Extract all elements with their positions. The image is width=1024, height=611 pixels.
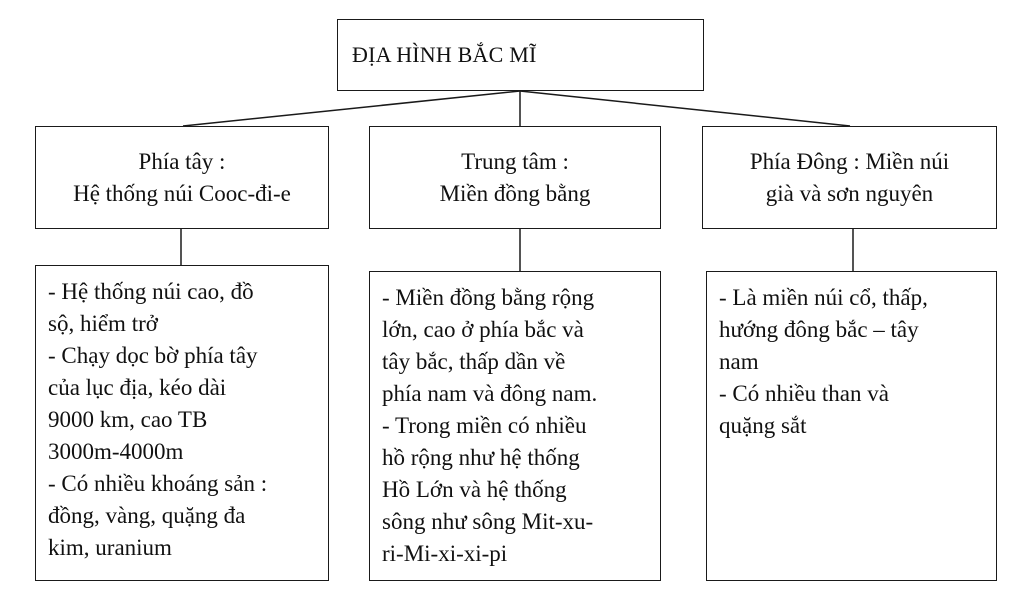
- detail-west-line: kim, uranium: [48, 535, 172, 560]
- detail-west-line: của lục địa, kéo dài: [48, 375, 227, 400]
- detail-west: [35, 265, 329, 581]
- heading-center-line-1: Trung tâm :: [461, 148, 569, 174]
- detail-center-line: lớn, cao ở phía bắc và: [382, 317, 584, 342]
- connector-title-left: [183, 91, 520, 126]
- heading-west-line-2: Hệ thống núi Cooc-đi-e: [73, 180, 291, 206]
- heading-east-line-1: Phía Đông : Miền núi: [749, 148, 950, 174]
- detail-west-line: - Chạy dọc bờ phía tây: [48, 343, 258, 368]
- detail-center-line: hồ rộng như hệ thống: [382, 445, 580, 470]
- detail-center-line: Hồ Lớn và hệ thống: [382, 477, 567, 502]
- detail-center-line: ri-Mi-xi-xi-pi: [382, 541, 508, 566]
- detail-west-line: 3000m-4000m: [48, 439, 184, 464]
- detail-west-line: sộ, hiểm trở: [48, 311, 158, 336]
- detail-east: [706, 271, 997, 581]
- detail-center-line: sông như sông Mit-xu-: [382, 509, 594, 534]
- detail-east-line: nam: [719, 349, 759, 374]
- detail-center-line: tây bắc, thấp dần về: [382, 349, 566, 374]
- detail-center-line: - Miền đồng bằng rộng: [382, 285, 595, 310]
- detail-west-line: - Hệ thống núi cao, đồ: [48, 279, 254, 304]
- detail-east-line: hướng đông bắc – tây: [719, 317, 919, 342]
- detail-center-line: phía nam và đông nam.: [382, 381, 598, 406]
- heading-east: [702, 126, 997, 229]
- detail-west-line: 9000 km, cao TB: [48, 407, 208, 432]
- connector-title-right: [520, 91, 850, 126]
- detail-east-line: - Có nhiều than và: [719, 381, 889, 406]
- detail-west-line: - Có nhiều khoáng sản :: [48, 471, 268, 496]
- detail-west-line: đồng, vàng, quặng đa: [48, 503, 246, 528]
- diagram-title: ĐỊA HÌNH BẮC MĨ: [352, 42, 537, 67]
- heading-west: [35, 126, 329, 229]
- detail-center-line: - Trong miền có nhiều: [382, 413, 587, 438]
- title-box: [337, 19, 704, 91]
- heading-east-line-2: già và sơn nguyên: [765, 180, 934, 206]
- heading-west-line-1: Phía tây :: [138, 148, 226, 174]
- detail-east-line: - Là miền núi cổ, thấp,: [719, 285, 928, 310]
- detail-east-line: quặng sắt: [719, 413, 807, 438]
- detail-center: [369, 271, 661, 581]
- heading-center-line-2: Miền đồng bằng: [439, 180, 591, 206]
- heading-center: [369, 126, 661, 229]
